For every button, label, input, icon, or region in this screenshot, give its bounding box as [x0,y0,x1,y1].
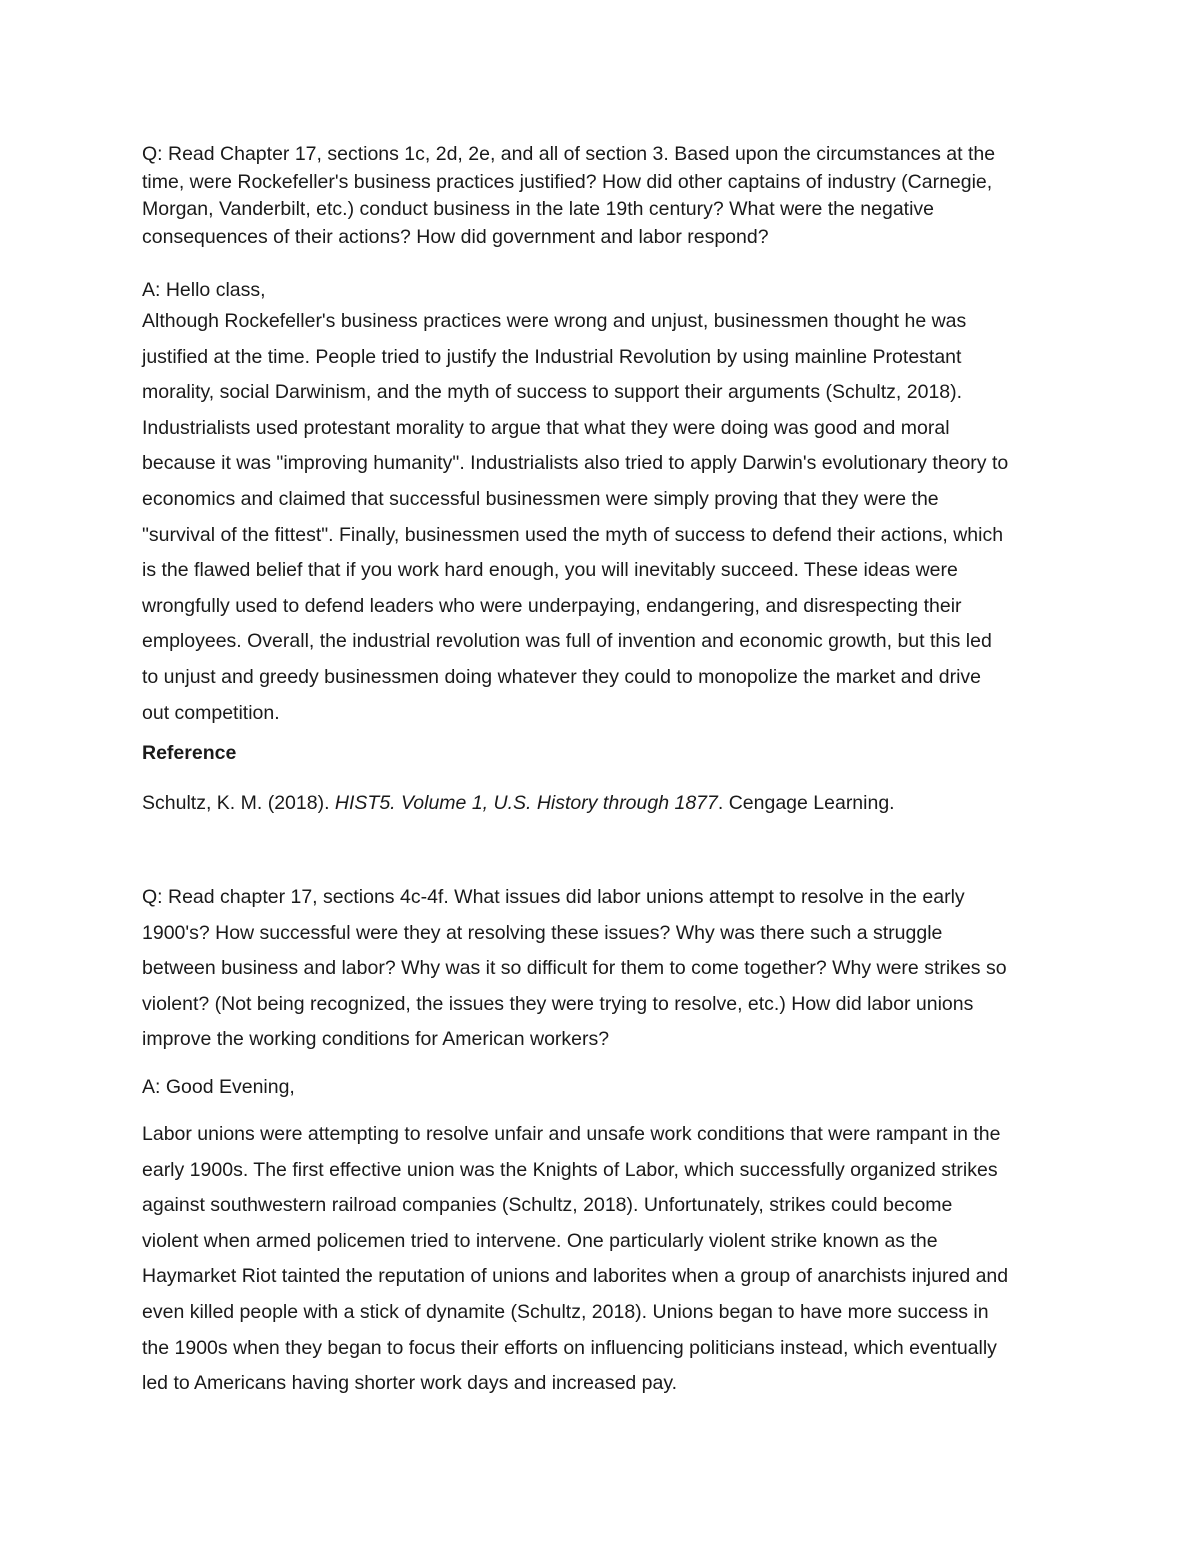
answer-2-line: Haymarket Riot tainted the reputation of unions and laborites when a group of anarchists injured and [142,1265,1009,1288]
answer-2-line: the 1900s when they began to focus their efforts on influencing politicians instead, which eventually [142,1336,997,1359]
reference-heading: Reference [142,742,237,764]
question-2-line: improve the working conditions for American workers? [142,1028,610,1051]
answer-2-line: early 1900s. The first effective union was the Knights of Labor, which successfully organized strikes [142,1158,998,1181]
question-2 [142,880,1072,1058]
question-2-line: 1900's? How successful were they at resolving these issues? Why was there such a struggle [142,921,943,944]
reference-authors: Schultz, K. M. (2018). [142,792,335,814]
question-2-line: Q: Read chapter 17, sections 4c-4f. What issues did labor unions attempt to resolve in the early [142,886,965,908]
reference-publisher: . Cengage Learning. [717,792,895,814]
reference-title: HIST5. Volume 1, U.S. History through 1877 [334,792,718,814]
answer-2-line: led to Americans having shorter work days and increased pay. [142,1372,678,1395]
question-1-line: Q: Read Chapter 17, sections 1c, 2d, 2e, and all of section 3. Based upon the circumstances at the [142,143,996,165]
question-2-line: violent? (Not being recognized, the issues they were trying to resolve, etc.) How did labor unions [142,992,974,1015]
answer-2-line: against southwestern railroad companies (Schultz, 2018). Unfortunately, strikes could become [142,1194,953,1217]
reference-entry [142,790,1072,818]
question-2-line: between business and labor? Why was it so difficult for them to come together? Why were strikes so [142,957,1007,980]
answer-1-line: Industrialists used protestant morality to argue that what they were doing was good and moral [142,416,950,439]
answer-2-greeting: A: Good Evening, [142,1076,295,1098]
answer-1 [142,304,1072,731]
answer-1-greeting: A: Hello class, [142,279,266,301]
answer-1-line: economics and claimed that successful businessmen were simply proving that they were the [142,487,939,510]
answer-1-line: employees. Overall, the industrial revolution was full of invention and economic growth, but this led [142,630,992,653]
answer-1-line: to unjust and greedy businessmen doing whatever they could to monopolize the market and drive [142,665,982,688]
answer-1-line: justified at the time. People tried to justify the Industrial Revolution by using mainline Protestant [142,345,962,368]
question-1-line: time, were Rockefeller's business practices justified? How did other captains of industry (Carnegie, [142,170,993,193]
answer-2-line: violent when armed policemen tried to intervene. One particularly violent strike known as the [142,1229,938,1252]
answer-2-line: Labor unions were attempting to resolve unfair and unsafe work conditions that were rampant in the [142,1123,1001,1145]
answer-1-line: "survival of the fittest". Finally, businessmen used the myth of success to defend their actions, which [142,523,1004,546]
answer-2-line: even killed people with a stick of dynamite (Schultz, 2018). Unions began to have more success in [142,1300,989,1323]
answer-1-line: wrongfully used to defend leaders who were underpaying, endangering, and disrespecting their [142,594,962,617]
answer-1-line: is the flawed belief that if you work hard enough, you will inevitably succeed. These ideas were [142,559,958,582]
answer-1-line: morality, social Darwinism, and the myth of success to support their arguments (Schultz, 2018). [142,381,963,404]
answer-2 [142,1117,1072,1402]
question-1-line: consequences of their actions? How did government and labor respond? [142,225,769,248]
question-1 [142,141,1072,251]
question-1-line: Morgan, Vanderbilt, etc.) conduct business in the late 19th century? What were the negative [142,198,935,220]
answer-1-line: Although Rockefeller's business practices were wrong and unjust, businessmen thought he was [142,310,967,332]
answer-1-line: out competition. [142,701,280,724]
answer-1-line: because it was "improving humanity". Industrialists also tried to apply Darwin's evolutionary theory to [142,452,1009,475]
